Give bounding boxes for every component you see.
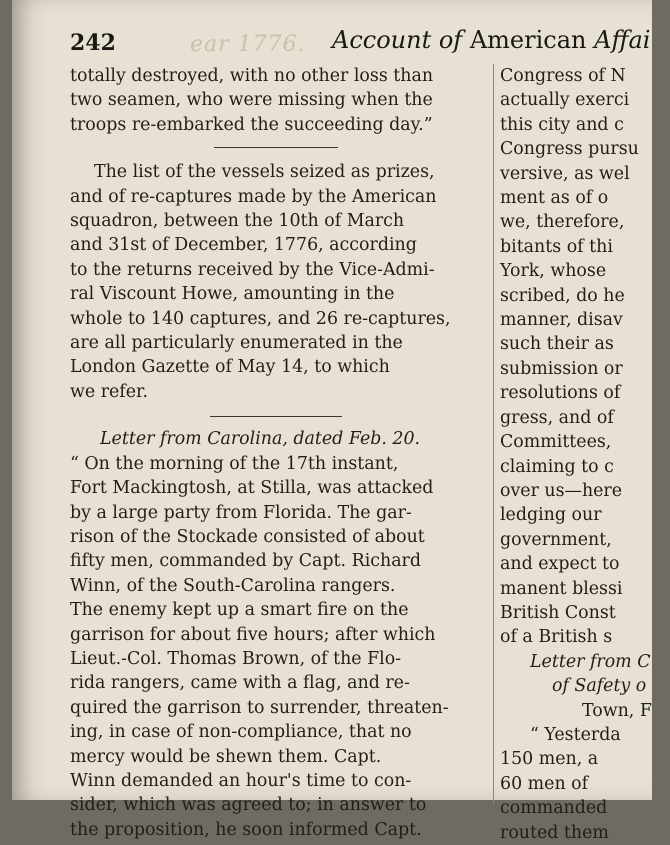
paragraph-2 [70, 160, 482, 404]
section-rule [210, 416, 342, 417]
paragraph-1 [70, 64, 482, 137]
text-line: rida rangers, came with a flag, and re- [70, 673, 410, 694]
text-line: two seamen, who were missing when the [70, 90, 433, 111]
page-number: 242 [70, 30, 116, 56]
letter-heading: Letter from Carolina, dated Feb. 20. [100, 429, 421, 450]
text-line: garrison for about five hours; after which [70, 624, 436, 645]
text-line: Committees, [500, 432, 612, 453]
text-line: manner, disav [500, 310, 623, 331]
text-line: resolutions of [500, 383, 621, 404]
text-line: totally destroyed, with no other loss than [70, 66, 434, 86]
text-line: of a British s [500, 627, 613, 648]
text-line: bitants of thi [500, 236, 613, 257]
running-title-cut: Affai [594, 26, 651, 54]
page-header [70, 24, 670, 60]
text-line: “ Yesterda [530, 724, 621, 745]
bleed-through-text: ear 1776. [190, 32, 306, 57]
text-line: The enemy kept up a smart fire on the [70, 600, 409, 621]
text-line: scribed, do he [500, 285, 625, 306]
letter-body [70, 452, 482, 843]
text-line: and 31st of December, 1776, according [70, 235, 417, 256]
running-title-roman: American [469, 26, 587, 54]
text-line: such their as [500, 334, 614, 355]
right-column [500, 64, 660, 845]
text-line: manent blessi [500, 578, 623, 599]
text-line: and expect to [500, 554, 620, 575]
text-line: we, therefore, [500, 212, 625, 233]
text-line: London Gazette of May 14, to which [70, 357, 390, 378]
column-divider [493, 64, 494, 804]
text-line: this city and c [500, 114, 624, 135]
text-line: 150 men, a [500, 749, 599, 770]
text-line: ral Viscount Howe, amounting in the [70, 284, 395, 305]
text-line: ing, in case of non-compliance, that no [70, 722, 412, 743]
text-line: squadron, between the 10th of March [70, 211, 405, 232]
text-line: British Const [500, 602, 616, 623]
text-line: fifty men, commanded by Capt. Richard [70, 551, 422, 572]
right-column-text [500, 64, 660, 650]
text-line: Winn, of the South-Carolina rangers. [70, 575, 396, 596]
right-letter-heading [500, 650, 660, 699]
text-line: versive, as wel [500, 163, 630, 184]
running-title [332, 26, 650, 54]
text-line: actually exerci [500, 90, 630, 111]
running-title-italic: Account of [332, 26, 463, 54]
text-line: gress, and of [500, 407, 614, 428]
text-line: troops re-embarked the succeeding day.” [70, 114, 433, 135]
text-line: commanded [500, 798, 608, 819]
text-line: ledging our [500, 505, 602, 526]
text-line: Fort Mackingtosh, at Stilla, was attacked [70, 478, 434, 499]
text-line: to the returns received by the Vice-Admi- [70, 259, 435, 280]
text-line: Lieut.-Col. Thomas Brown, of the Flo- [70, 648, 402, 669]
text-line: whole to 140 captures, and 26 re-captures, [70, 308, 451, 329]
text-line: of Safety o [552, 676, 647, 697]
text-line: submission or [500, 358, 623, 379]
text-line: 60 men of [500, 773, 589, 794]
section-rule [214, 147, 338, 148]
text-line: over us—here [500, 480, 623, 501]
text-line: we refer. [70, 381, 148, 402]
text-line: Town, F [582, 700, 652, 721]
text-line: the proposition, he soon informed Capt. [70, 819, 422, 840]
text-line: quired the garrison to surrender, threaten- [70, 697, 449, 718]
text-line: are all particularly enumerated in the [70, 333, 403, 354]
text-line: claiming to c [500, 456, 614, 477]
text-line: sider, which was agreed to; in answer to [70, 795, 427, 816]
text-line: Letter from C [530, 651, 651, 672]
right-letter-body [500, 699, 660, 845]
text-line: by a large party from Florida. The gar- [70, 502, 412, 523]
text-line: York, whose [500, 261, 607, 282]
text-line: mercy would be shewn them. Capt. [70, 746, 382, 767]
text-line: routed them [500, 822, 609, 843]
text-line: and of re-captures made by the American [70, 186, 437, 207]
text-line: Congress of N [500, 66, 626, 86]
text-line: ment as of o [500, 188, 609, 209]
left-column [70, 64, 482, 842]
text-line: The list of the vessels seized as prizes, [94, 162, 435, 183]
text-line: “ On the morning of the 17th instant, [70, 453, 399, 474]
newspaper-page [12, 0, 652, 843]
text-line: rison of the Stockade consisted of about [70, 526, 425, 547]
text-line: Winn demanded an hour's time to con- [70, 770, 412, 791]
text-line: Congress pursu [500, 139, 639, 160]
text-line: government, [500, 529, 612, 550]
